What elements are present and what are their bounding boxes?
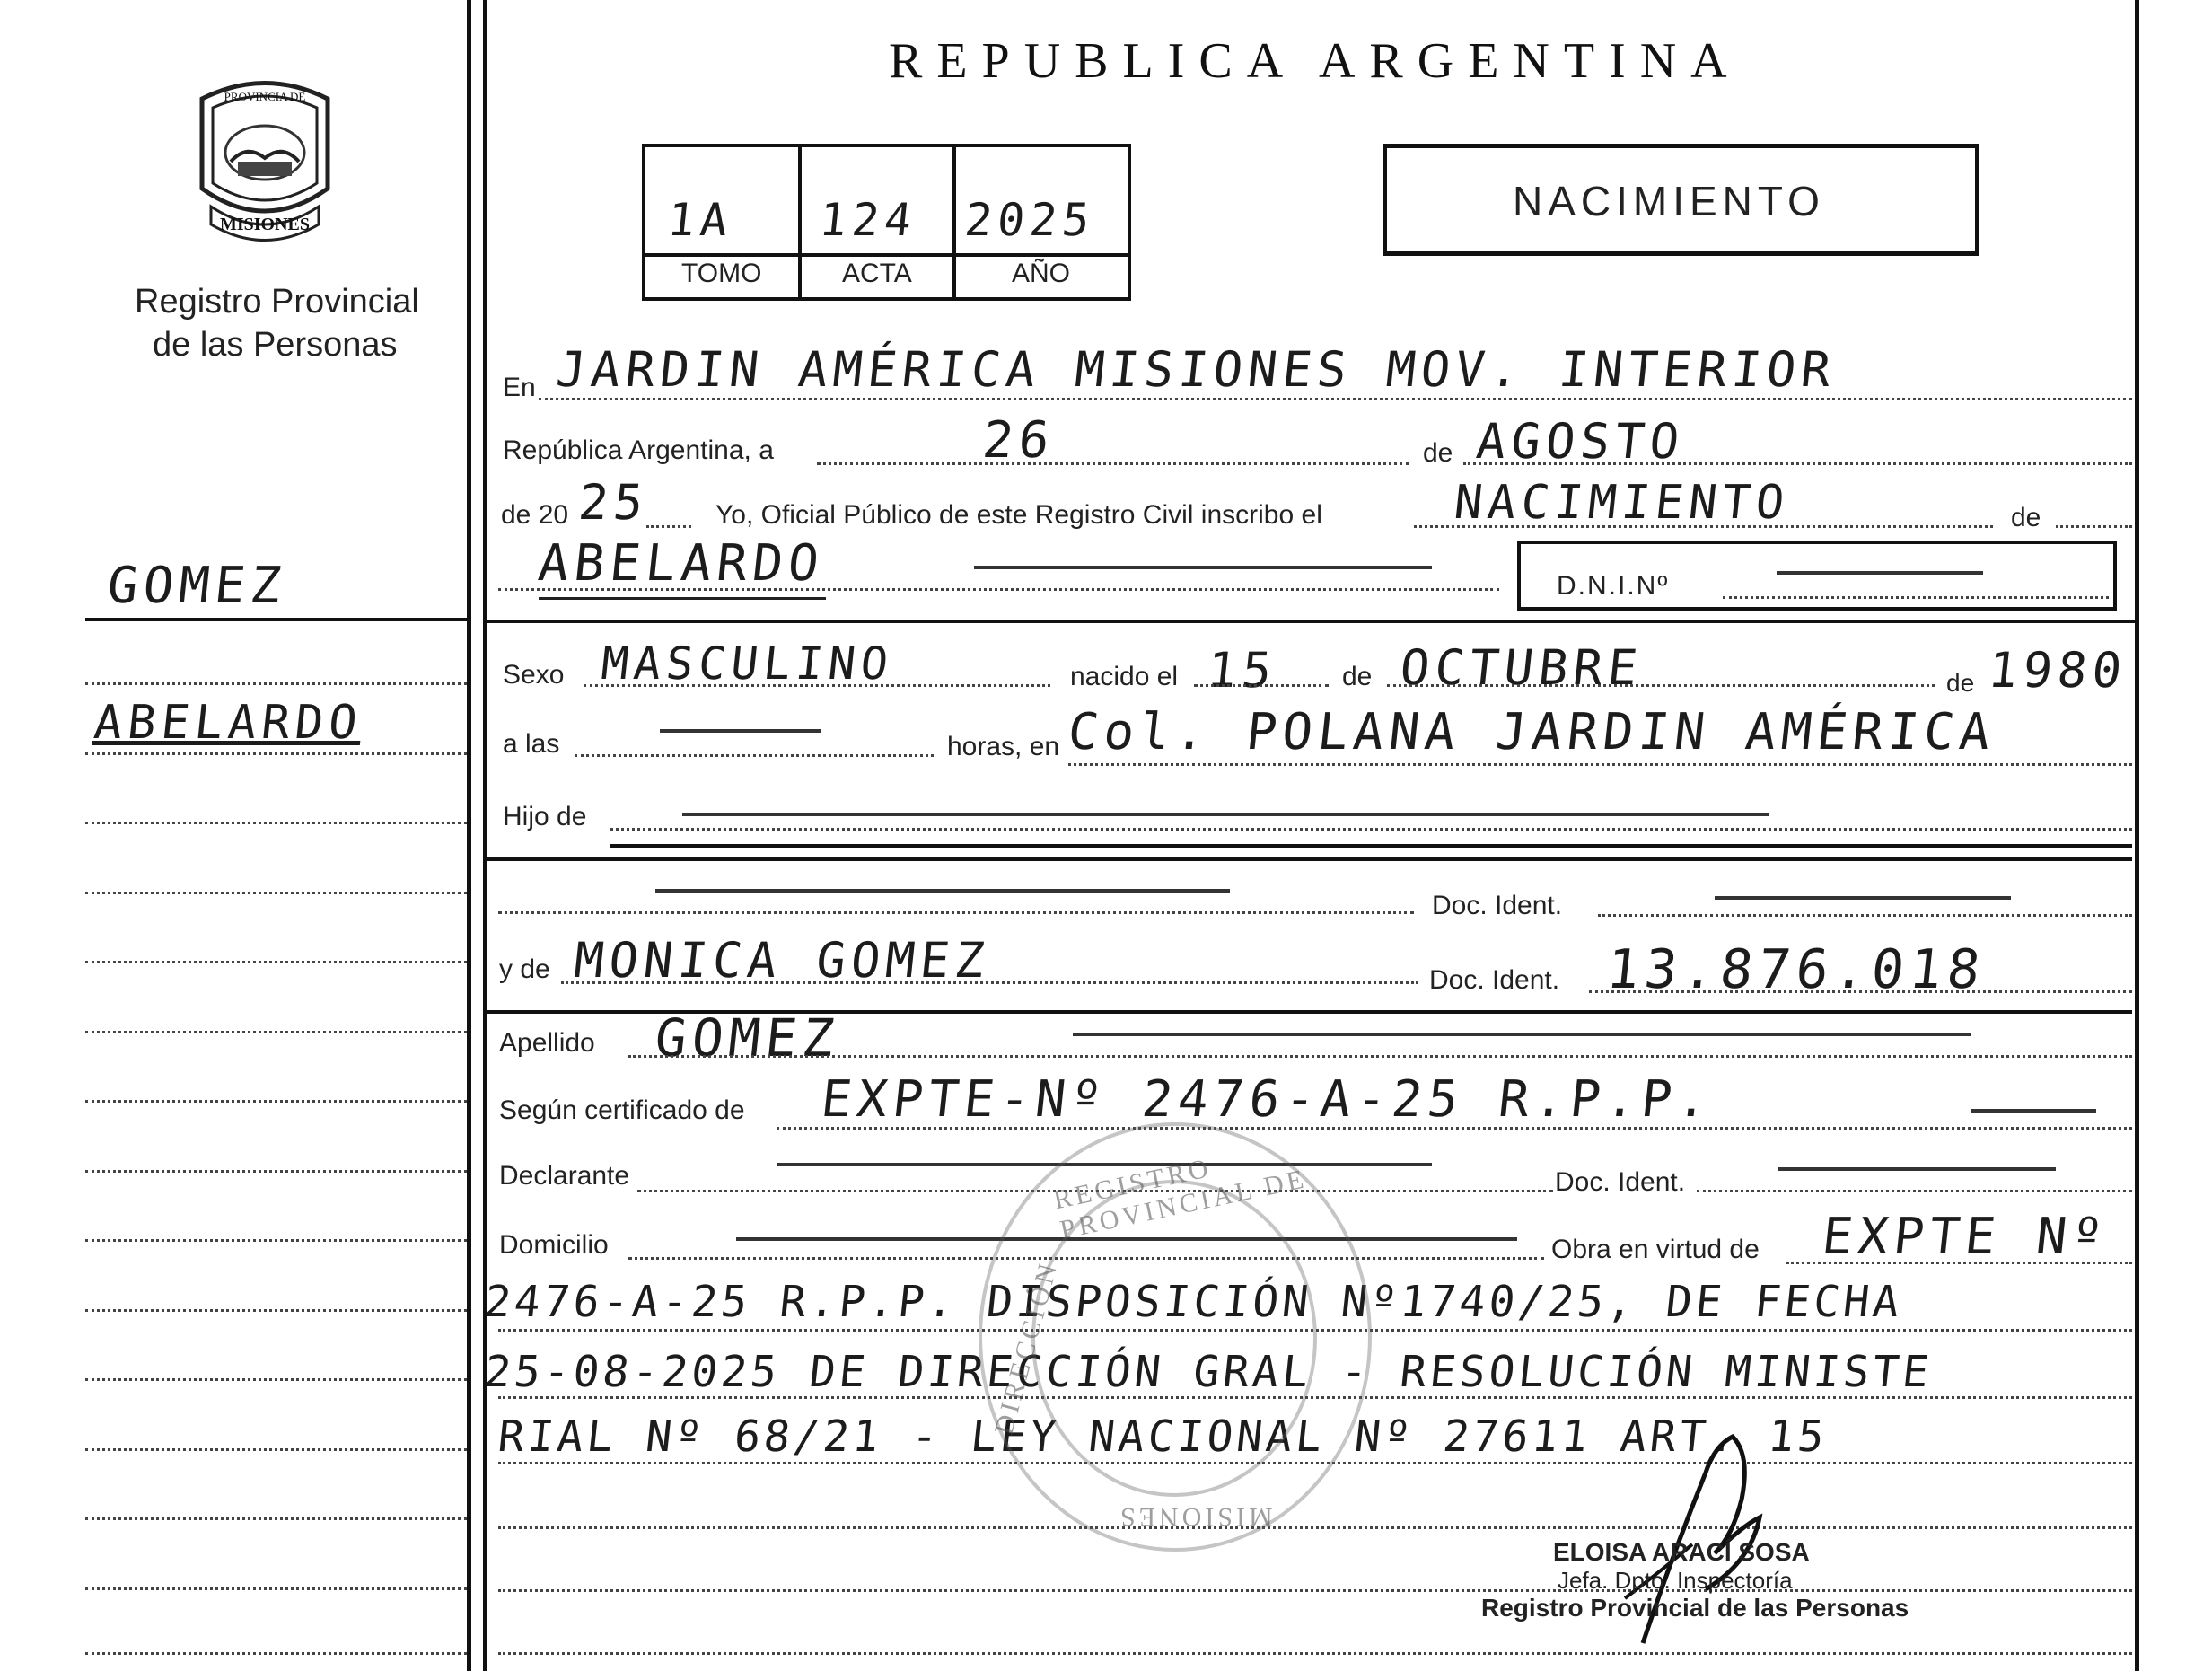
anio-value: 2025 (961, 194, 1098, 246)
stamp-ring-bottom: MISIONES (1117, 1502, 1273, 1532)
horas-a-las-label: a las (503, 729, 560, 759)
margin-line (85, 752, 467, 755)
margin-line (85, 892, 467, 894)
org-name-line2: de las Personas (153, 326, 398, 364)
margin-line (85, 1309, 467, 1312)
margin-line (85, 1448, 467, 1451)
fecha-day: 26 (979, 411, 1058, 470)
hijo-line (610, 828, 2132, 831)
nacido-day-line (1194, 684, 1329, 687)
inscribo-text: Yo, Oficial Público de este Registro Civil inscribo el (715, 500, 1322, 530)
certificado-label: Según certificado de (499, 1095, 745, 1125)
sidebar-divider-inner (483, 0, 487, 1671)
acta-label: ACTA (842, 259, 912, 288)
certificado-dash (1971, 1109, 2096, 1113)
obs-rule-6 (498, 1652, 2132, 1655)
nacido-day: 15 (1204, 642, 1280, 699)
registry-stamp (979, 1122, 1372, 1552)
inscribo-year: 25 (575, 474, 652, 531)
fecha-month: AGOSTO (1473, 413, 1688, 470)
section-rule (485, 620, 2135, 623)
obra-label: Obra en virtud de (1551, 1235, 1760, 1264)
declarante-doc-line (1697, 1190, 2132, 1192)
obs-rule-5 (498, 1589, 2132, 1592)
padre-doc-label: Doc. Ident. (1432, 891, 1563, 920)
right-border (2135, 0, 2139, 1671)
nacido-year: 1980 (1985, 642, 2130, 699)
margin-line (85, 1587, 467, 1590)
apellido-line (628, 1055, 2132, 1058)
horas-line (575, 754, 934, 757)
acta-value: 124 (816, 194, 920, 246)
madre-doc-label: Doc. Ident. (1429, 965, 1560, 995)
horas-en-label: horas, en (947, 732, 1060, 761)
nombre-underline (539, 597, 826, 600)
nacido-month-line (1387, 684, 1935, 687)
seal-bottom-text: MISIONES (219, 215, 311, 234)
apellido-value: GOMEZ (652, 1007, 843, 1069)
nacido-de2-label: de (1946, 669, 1975, 697)
padre-doc-line (1598, 914, 2132, 917)
document-type: NACIMIENTO (1513, 178, 1825, 224)
document-type-box (1382, 144, 1979, 256)
margin-line (85, 1652, 467, 1655)
anio-label: AÑO (1012, 259, 1071, 288)
declarante-doc-dash (1778, 1167, 2056, 1171)
horas-place: Col. POLANA JARDIN AMÉRICA (1065, 703, 1999, 761)
madre-line (561, 981, 1418, 984)
dni-box (1517, 541, 2117, 611)
hijo-rule (610, 844, 2132, 848)
margin-line (85, 961, 467, 963)
madre-label: y de (499, 954, 550, 984)
certificado-value: EXPTE-Nº 2476-A-25 R.P.P. (818, 1070, 1716, 1129)
obra-value: EXPTE Nº (1819, 1208, 2111, 1266)
provincia-misiones-seal (184, 72, 346, 251)
dni-label: D.N.I.Nº (1557, 571, 1670, 601)
obs-rule-4 (498, 1526, 2132, 1529)
margin-line (85, 1239, 467, 1242)
inscribo-de20: de 20 (501, 500, 569, 530)
tomo-label: TOMO (681, 259, 762, 288)
dni-line (1723, 596, 2109, 599)
registry-box (642, 144, 1131, 301)
padre-line (498, 911, 1414, 914)
seal-top-text: PROVINCIA DE (224, 90, 306, 103)
sexo-line (584, 684, 1050, 687)
apellido-label: Apellido (499, 1028, 595, 1058)
margin-line (85, 682, 467, 685)
anio-cell (952, 147, 1128, 297)
hijo-rule-2 (485, 857, 2132, 861)
sexo-label: Sexo (503, 660, 565, 690)
domicilio-label: Domicilio (499, 1230, 609, 1260)
padre-doc-dash (1715, 896, 2011, 900)
tomo-cell (645, 147, 798, 297)
margin-name: ABELARDO (91, 696, 365, 750)
sexo-value: MASCULINO (598, 638, 896, 690)
margin-surname-rule (85, 618, 467, 621)
nombre-dash (974, 566, 1432, 569)
inscribo-de-label: de (2011, 503, 2041, 532)
nacido-month: OCTUBRE (1397, 639, 1646, 696)
padre-dash (655, 889, 1230, 893)
acta-cell (798, 147, 952, 297)
certificado-line (777, 1127, 2132, 1130)
obs-line-2: 25-08-2025 DE DIRECCIÓN GRAL - RESOLUCIÓN MINISTE (482, 1347, 1935, 1397)
hijo-label: Hijo de (503, 802, 587, 831)
margin-surname: GOMEZ (104, 557, 289, 615)
tomo-value: 1A (664, 194, 736, 246)
inscribo-year-line (646, 525, 691, 528)
horas-dash (660, 729, 821, 733)
dni-dash (1777, 571, 1983, 575)
margin-line (85, 1378, 467, 1381)
fecha-label: República Argentina, a (503, 435, 774, 465)
margin-line (85, 1170, 467, 1173)
margin-line (85, 1100, 467, 1103)
signature-name: ELOISA ARACÍ SOSA (1553, 1538, 1810, 1566)
signature-title: Jefa. Dpto. Inspectoría (1558, 1567, 1793, 1594)
madre-value: MONICA GOMEZ (571, 932, 993, 989)
nombre-value: ABELARDO (535, 534, 828, 593)
en-line (539, 398, 2132, 400)
country-title: REPUBLICA ARGENTINA (889, 33, 1742, 89)
en-label: En (503, 373, 536, 402)
en-value: JARDIN AMÉRICA MISIONES MOV. INTERIOR (553, 341, 1839, 398)
fecha-de-label: de (1423, 438, 1453, 468)
obs-line-1: 2476-A-25 R.P.P. DISPOSICIÓN Nº1740/25, DE FECHA (482, 1277, 1906, 1327)
signature-org: Registro Provincial de las Personas (1481, 1594, 1909, 1622)
nombre-line (498, 588, 1499, 591)
margin-line (85, 1031, 467, 1033)
obs-line-3: RIAL Nº 68/21 - LEY NACIONAL Nº 27611 ART. 15 (496, 1412, 1830, 1462)
inscribo-value: NACIMIENTO (1451, 476, 1793, 530)
declarante-label: Declarante (499, 1161, 630, 1191)
margin-line (85, 822, 467, 824)
apellido-dash (1073, 1033, 1971, 1036)
margin-line (85, 1517, 467, 1520)
fecha-day-line (817, 462, 1409, 465)
obra-line (1786, 1262, 2132, 1264)
madre-doc-value: 13.876.018 (1603, 938, 1988, 1001)
declarante-doc-label: Doc. Ident. (1555, 1167, 1686, 1197)
inscribo-tail-line (2056, 525, 2132, 528)
sidebar-divider (467, 0, 471, 1671)
nacido-label: nacido el (1070, 662, 1179, 691)
stamp-ring-top: REGISTRO PROVINCIAL DE (1050, 1152, 1310, 1245)
stamp-ring-left: DIRECCIÓN (988, 1257, 1064, 1438)
horas-place-line (1068, 763, 2132, 766)
hijo-dash (682, 813, 1769, 816)
madre-doc-line (1589, 990, 2132, 993)
nacido-de-label: de (1342, 662, 1373, 691)
org-name-line1: Registro Provincial (135, 283, 419, 321)
sidebar (0, 0, 467, 1671)
